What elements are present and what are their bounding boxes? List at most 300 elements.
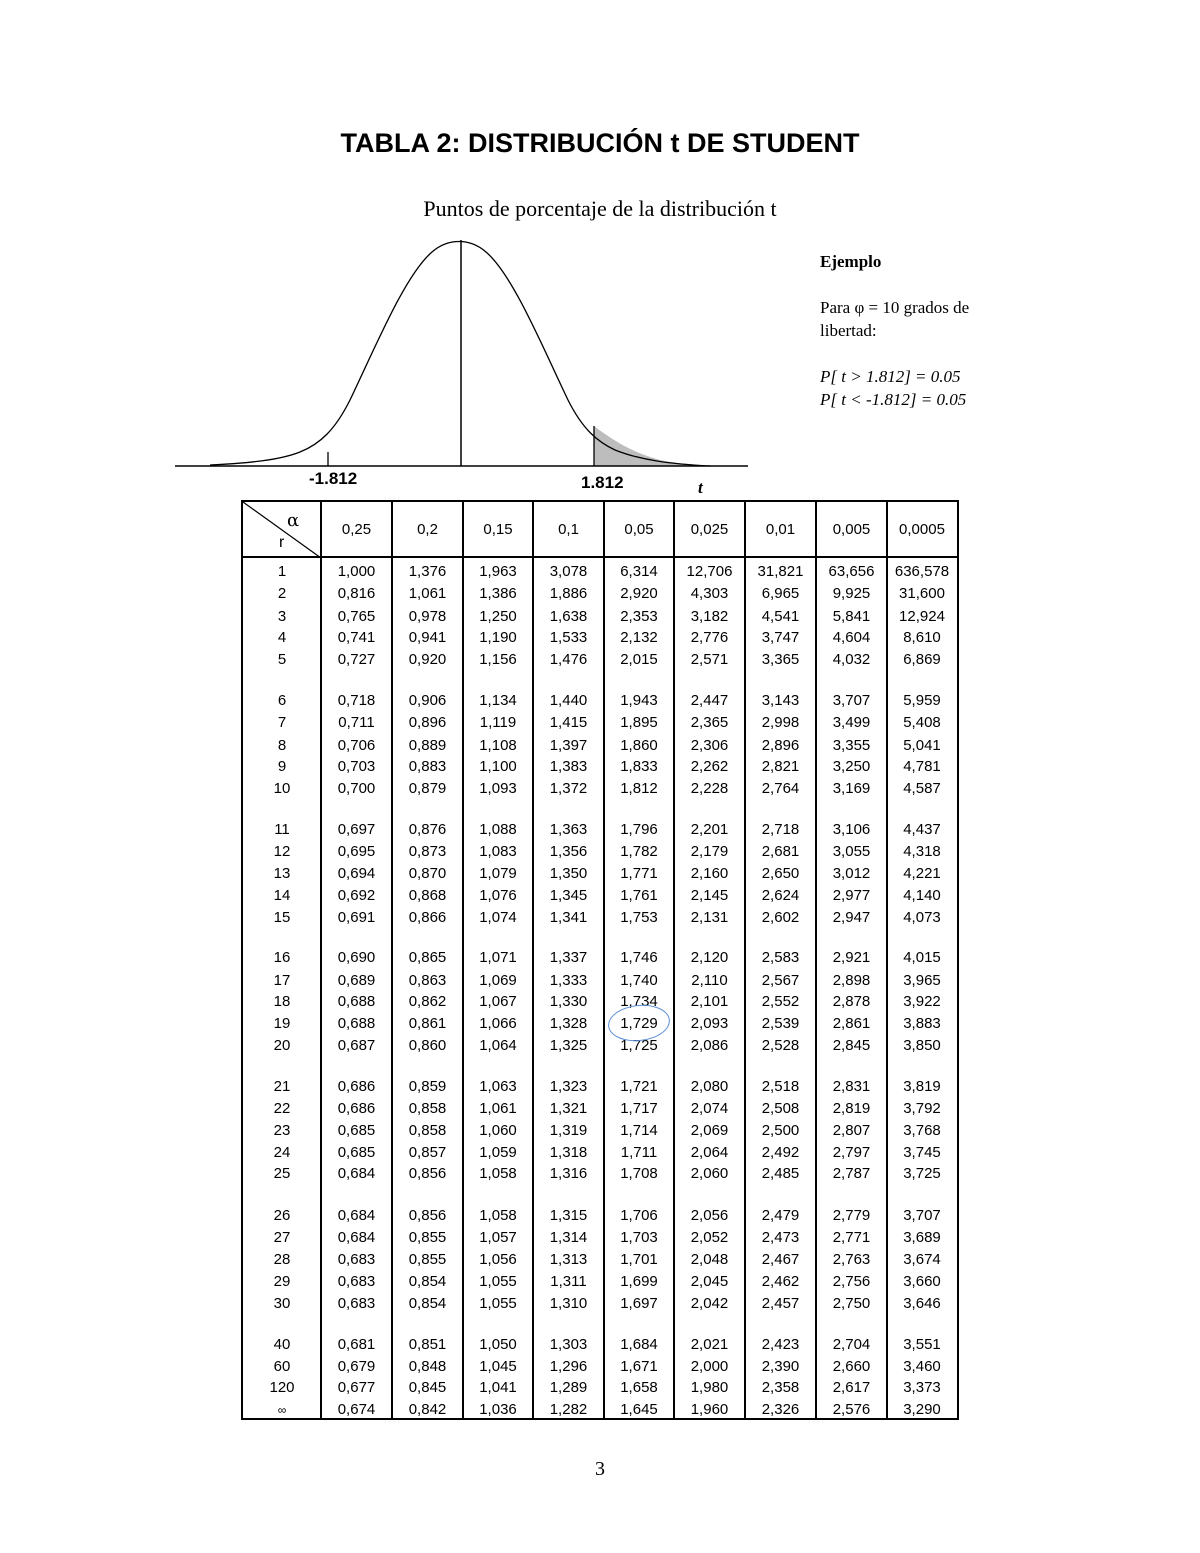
table-cell: 2,069 xyxy=(690,1122,729,1139)
table-cell: 1,289 xyxy=(549,1379,588,1396)
degrees-of-freedom-cell: 3 xyxy=(277,608,287,625)
table-cell: 2,571 xyxy=(690,651,729,668)
table-cell: 2,681 xyxy=(761,843,800,860)
table-cell: 0,865 xyxy=(408,949,447,966)
table-cell: 1,058 xyxy=(479,1207,517,1224)
degrees-of-freedom-cell: ∞ xyxy=(277,1403,287,1417)
table-cell: 0,741 xyxy=(337,629,376,646)
table-cell: 0,692 xyxy=(337,887,376,904)
table-cell: 1,311 xyxy=(550,1273,587,1290)
table-cell: 2,771 xyxy=(832,1229,871,1246)
table-row xyxy=(243,627,957,649)
table-cell: 3,707 xyxy=(903,1207,941,1224)
table-cell: 2,262 xyxy=(690,758,729,775)
table-cell: 1,064 xyxy=(479,1037,517,1054)
table-cell: 1,314 xyxy=(549,1229,588,1246)
table-cell: 1,061 xyxy=(408,585,447,602)
table-cell: 2,060 xyxy=(690,1165,729,1182)
table-cell: 2,787 xyxy=(832,1165,871,1182)
table-cell: 1,376 xyxy=(408,563,447,580)
table-cell: 0,689 xyxy=(337,972,376,989)
table-cell: 2,306 xyxy=(690,737,729,754)
table-row xyxy=(243,1293,957,1315)
table-cell: 2,101 xyxy=(690,993,729,1010)
header-corner xyxy=(243,502,321,558)
table-cell: 2,528 xyxy=(761,1037,800,1054)
table-row xyxy=(243,561,957,583)
table-cell: 4,318 xyxy=(903,843,941,860)
degrees-of-freedom-cell: 13 xyxy=(273,865,291,882)
table-cell: 4,015 xyxy=(903,949,941,966)
table-cell: 2,423 xyxy=(761,1336,800,1353)
table-cell: 0,679 xyxy=(337,1358,376,1375)
table-cell: 2,042 xyxy=(690,1295,729,1312)
table-cell: 1,341 xyxy=(549,909,588,926)
table-cell: 3,745 xyxy=(903,1144,941,1161)
degrees-of-freedom-cell: 4 xyxy=(277,629,287,646)
table-cell: 2,064 xyxy=(690,1144,729,1161)
degrees-of-freedom-cell: 1 xyxy=(277,563,287,580)
table-cell: 0,861 xyxy=(408,1015,447,1032)
table-cell: 2,797 xyxy=(832,1144,871,1161)
table-cell: 1,337 xyxy=(549,949,588,966)
table-cell: 636,578 xyxy=(894,563,950,580)
table-cell: 4,604 xyxy=(832,629,871,646)
column-header: 0,01 xyxy=(765,521,796,538)
table-cell: 1,746 xyxy=(620,949,658,966)
table-cell: 1,328 xyxy=(549,1015,588,1032)
table-cell: 2,821 xyxy=(761,758,800,775)
table-cell: 1,771 xyxy=(620,865,658,882)
table-cell: 12,924 xyxy=(899,608,945,625)
alpha-symbol: α xyxy=(287,510,300,531)
table-cell: 2,539 xyxy=(761,1015,800,1032)
table-cell: 3,078 xyxy=(549,563,588,580)
table-cell: 1,310 xyxy=(549,1295,588,1312)
table-cell: 2,179 xyxy=(690,843,729,860)
table-cell: 3,660 xyxy=(903,1273,941,1290)
table-cell: 2,508 xyxy=(761,1100,800,1117)
table-cell: 1,363 xyxy=(549,821,588,838)
table-cell: 1,711 xyxy=(620,1144,658,1161)
table-cell: 3,965 xyxy=(903,972,941,989)
table-cell: 2,485 xyxy=(761,1165,800,1182)
table-cell: 2,110 xyxy=(691,972,728,989)
table-cell: 1,313 xyxy=(549,1251,588,1268)
table-cell: 2,921 xyxy=(832,949,871,966)
table-cell: 2,624 xyxy=(761,887,800,904)
table-cell: 0,688 xyxy=(337,993,376,1010)
table-cell: 1,386 xyxy=(479,585,517,602)
table-cell: 0,941 xyxy=(408,629,447,646)
table-row xyxy=(243,712,957,734)
table-cell: 2,365 xyxy=(690,714,729,731)
table-cell: 1,119 xyxy=(479,714,517,731)
table-cell: 0,854 xyxy=(408,1273,447,1290)
table-cell: 3,819 xyxy=(903,1078,941,1095)
table-cell: 0,860 xyxy=(408,1037,447,1054)
table-cell: 3,290 xyxy=(903,1401,941,1418)
table-cell: 1,415 xyxy=(549,714,588,731)
table-cell: 1,699 xyxy=(620,1273,658,1290)
table-cell: 0,873 xyxy=(408,843,447,860)
table-cell: 2,353 xyxy=(620,608,658,625)
degrees-of-freedom-cell: 20 xyxy=(273,1037,291,1054)
table-cell: 3,499 xyxy=(832,714,871,731)
axis-variable-label: t xyxy=(698,478,703,497)
table-cell: 1,943 xyxy=(620,692,658,709)
table-cell: 1,303 xyxy=(549,1336,588,1353)
table-cell: 1,069 xyxy=(479,972,517,989)
table-cell: 1,345 xyxy=(549,887,588,904)
column-header: 0,2 xyxy=(417,521,438,538)
table-cell: 1,325 xyxy=(549,1037,588,1054)
table-cell: 0,691 xyxy=(337,909,376,926)
table-cell: 3,250 xyxy=(832,758,871,775)
table-cell: 31,821 xyxy=(757,563,804,580)
right-critical-label: 1.812 xyxy=(581,473,624,492)
t-table xyxy=(241,500,959,1420)
table-cell: 3,106 xyxy=(832,821,871,838)
table-cell: 2,764 xyxy=(761,780,800,797)
example-paragraph: Para φ = 10 grados de libertad: xyxy=(820,298,970,340)
table-cell: 1,725 xyxy=(620,1037,658,1054)
table-cell: 0,855 xyxy=(408,1251,447,1268)
table-cell: 0,683 xyxy=(337,1273,376,1290)
table-cell: 1,067 xyxy=(479,993,517,1010)
table-cell: 1,734 xyxy=(620,993,658,1010)
table-cell: 3,055 xyxy=(832,843,871,860)
table-cell: 0,711 xyxy=(338,714,375,731)
table-cell: 1,721 xyxy=(620,1078,658,1095)
table-cell: 1,895 xyxy=(620,714,658,731)
table-cell: 0,686 xyxy=(337,1078,376,1095)
t-distribution-curve xyxy=(170,230,750,475)
table-row xyxy=(243,1334,957,1356)
example-heading: Ejemplo xyxy=(820,252,882,271)
table-cell: 0,859 xyxy=(408,1078,447,1095)
table-cell: 2,920 xyxy=(620,585,658,602)
table-cell: 0,920 xyxy=(408,651,447,668)
table-cell: 2,086 xyxy=(690,1037,729,1054)
table-cell: 1,356 xyxy=(549,843,588,860)
table-cell: 4,073 xyxy=(903,909,941,926)
table-row xyxy=(243,1035,957,1057)
table-row xyxy=(243,1271,957,1293)
table-cell: 2,750 xyxy=(832,1295,871,1312)
table-cell: 0,718 xyxy=(337,692,376,709)
column-header: 0,0005 xyxy=(899,521,945,538)
table-cell: 1,440 xyxy=(549,692,588,709)
table-cell: 1,079 xyxy=(479,865,517,882)
table-cell: 1,250 xyxy=(479,608,517,625)
table-cell: 2,052 xyxy=(690,1229,729,1246)
degrees-of-freedom-cell: 16 xyxy=(273,949,291,966)
table-cell: 2,704 xyxy=(832,1336,871,1353)
degrees-of-freedom-cell: 15 xyxy=(273,909,291,926)
table-row xyxy=(243,778,957,800)
table-cell: 0,690 xyxy=(337,949,376,966)
table-cell: 2,617 xyxy=(832,1379,871,1396)
page-title: TABLA 2: DISTRIBUCIÓN t DE STUDENT xyxy=(340,128,860,158)
table-cell: 1,697 xyxy=(620,1295,658,1312)
table-row xyxy=(243,885,957,907)
table-cell: 1,761 xyxy=(620,887,658,904)
table-cell: 2,021 xyxy=(690,1336,729,1353)
table-cell: 0,687 xyxy=(337,1037,376,1054)
table-cell: 2,015 xyxy=(620,651,658,668)
table-cell: 1,061 xyxy=(479,1100,517,1117)
table-cell: 1,041 xyxy=(479,1379,517,1396)
left-critical-label: -1.812 xyxy=(309,469,358,488)
r-symbol: r xyxy=(279,534,285,551)
table-cell: 2,898 xyxy=(832,972,871,989)
example-formula-2: P[ t < -1.812] = 0.05 xyxy=(820,390,967,409)
degrees-of-freedom-cell: 12 xyxy=(273,843,291,860)
table-cell: 1,684 xyxy=(620,1336,658,1353)
table-cell: 1,753 xyxy=(620,909,658,926)
table-cell: 1,701 xyxy=(620,1251,658,1268)
degrees-of-freedom-cell: 17 xyxy=(273,972,291,989)
table-cell: 2,228 xyxy=(690,780,729,797)
table-cell: 1,886 xyxy=(549,585,588,602)
table-cell: 2,878 xyxy=(832,993,871,1010)
table-cell: 0,694 xyxy=(337,865,376,882)
table-cell: 2,763 xyxy=(832,1251,871,1268)
table-cell: 3,674 xyxy=(903,1251,941,1268)
density-curve xyxy=(210,242,710,467)
table-cell: 9,925 xyxy=(832,585,871,602)
table-cell: 1,860 xyxy=(620,737,658,754)
table-cell: 2,080 xyxy=(690,1078,729,1095)
degrees-of-freedom-cell: 29 xyxy=(273,1273,291,1290)
table-cell: 1,383 xyxy=(549,758,588,775)
table-cell: 1,833 xyxy=(620,758,658,775)
table-cell: 1,056 xyxy=(479,1251,517,1268)
table-cell: 8,610 xyxy=(903,629,941,646)
table-row xyxy=(243,1076,957,1098)
degrees-of-freedom-cell: 60 xyxy=(273,1358,291,1375)
table-cell: 0,684 xyxy=(337,1165,376,1182)
table-cell: 0,816 xyxy=(337,585,376,602)
table-cell: 2,977 xyxy=(832,887,871,904)
table-cell: 3,883 xyxy=(903,1015,941,1032)
table-cell: 3,169 xyxy=(832,780,871,797)
table-cell: 2,500 xyxy=(761,1122,800,1139)
table-cell: 0,727 xyxy=(337,651,376,668)
table-cell: 2,358 xyxy=(761,1379,800,1396)
table-cell: 1,321 xyxy=(549,1100,588,1117)
table-cell: 1,066 xyxy=(479,1015,517,1032)
table-cell: 1,315 xyxy=(549,1207,588,1224)
table-cell: 2,776 xyxy=(690,629,729,646)
table-cell: 1,671 xyxy=(620,1358,658,1375)
table-cell: 4,221 xyxy=(903,865,941,882)
table-cell: 2,998 xyxy=(761,714,800,731)
degrees-of-freedom-cell: 10 xyxy=(273,780,291,797)
table-cell: 0,866 xyxy=(408,909,447,926)
table-cell: 2,518 xyxy=(761,1078,800,1095)
table-cell: 0,863 xyxy=(408,972,447,989)
table-cell: 1,100 xyxy=(479,758,517,775)
table-cell: 1,960 xyxy=(690,1401,729,1418)
table-cell: 2,056 xyxy=(690,1207,729,1224)
table-cell: 1,058 xyxy=(479,1165,517,1182)
table-cell: 0,848 xyxy=(408,1358,447,1375)
table-cell: 1,740 xyxy=(620,972,658,989)
table-cell: 1,708 xyxy=(620,1165,658,1182)
table-cell: 3,792 xyxy=(903,1100,941,1117)
table-cell: 0,862 xyxy=(408,993,447,1010)
table-cell: 0,896 xyxy=(408,714,447,731)
table-cell: 2,831 xyxy=(832,1078,871,1095)
table-cell: 0,870 xyxy=(408,865,447,882)
column-header: 0,005 xyxy=(832,521,871,538)
table-cell: 1,703 xyxy=(620,1229,658,1246)
table-cell: 0,688 xyxy=(337,1015,376,1032)
degrees-of-freedom-cell: 25 xyxy=(273,1165,291,1182)
table-row xyxy=(243,1249,957,1271)
table-cell: 4,587 xyxy=(903,780,941,797)
table-cell: 1,156 xyxy=(479,651,517,668)
table-cell: 2,473 xyxy=(761,1229,800,1246)
table-row xyxy=(243,1120,957,1142)
table-row xyxy=(243,1356,957,1378)
table-cell: 6,869 xyxy=(903,651,941,668)
table-cell: 1,323 xyxy=(549,1078,588,1095)
degrees-of-freedom-cell: 120 xyxy=(269,1379,295,1396)
table-cell: 3,725 xyxy=(903,1165,941,1182)
table-cell: 3,689 xyxy=(903,1229,941,1246)
table-cell: 1,063 xyxy=(479,1078,517,1095)
column-header: 0,05 xyxy=(624,521,654,538)
table-cell: 1,372 xyxy=(549,780,588,797)
table-cell: 4,781 xyxy=(903,758,941,775)
table-row xyxy=(243,735,957,757)
degrees-of-freedom-cell: 28 xyxy=(273,1251,291,1268)
table-cell: 1,717 xyxy=(620,1100,658,1117)
table-cell: 3,182 xyxy=(690,608,729,625)
table-cell: 2,845 xyxy=(832,1037,871,1054)
table-cell: 0,695 xyxy=(337,843,376,860)
table-cell: 4,032 xyxy=(832,651,871,668)
table-cell: 0,765 xyxy=(337,608,376,625)
table-cell: 1,282 xyxy=(549,1401,588,1418)
table-cell: 1,071 xyxy=(479,949,517,966)
table-cell: 0,842 xyxy=(408,1401,447,1418)
table-cell: 1,190 xyxy=(479,629,517,646)
table-row xyxy=(243,756,957,778)
table-cell: 2,145 xyxy=(690,887,729,904)
table-cell: 2,457 xyxy=(761,1295,800,1312)
example-formula-1: P[ t > 1.812] = 0.05 xyxy=(820,367,961,386)
table-cell: 0,703 xyxy=(337,758,376,775)
table-cell: 1,330 xyxy=(549,993,588,1010)
table-row xyxy=(243,1163,957,1185)
table-cell: 2,756 xyxy=(832,1273,871,1290)
table-row xyxy=(243,1098,957,1120)
table-cell: 2,819 xyxy=(832,1100,871,1117)
table-cell: 1,963 xyxy=(479,563,517,580)
table-cell: 63,656 xyxy=(828,563,875,580)
table-cell: 2,132 xyxy=(620,629,658,646)
table-cell: 0,700 xyxy=(337,780,376,797)
table-cell: 4,140 xyxy=(903,887,941,904)
table-cell: 3,373 xyxy=(903,1379,941,1396)
table-row xyxy=(243,649,957,671)
table-cell: 1,076 xyxy=(479,887,517,904)
table-cell: 0,906 xyxy=(408,692,447,709)
table-cell: 0,876 xyxy=(408,821,447,838)
table-cell: 0,868 xyxy=(408,887,447,904)
table-cell: 3,850 xyxy=(903,1037,941,1054)
table-cell: 5,959 xyxy=(903,692,941,709)
table-cell: 0,706 xyxy=(337,737,376,754)
table-cell: 12,706 xyxy=(686,563,733,580)
table-cell: 2,160 xyxy=(690,865,729,882)
table-cell: 1,055 xyxy=(479,1295,517,1312)
table-cell: 1,533 xyxy=(549,629,588,646)
table-row xyxy=(243,819,957,841)
table-row xyxy=(243,991,957,1013)
table-cell: 2,390 xyxy=(761,1358,800,1375)
degrees-of-freedom-cell: 11 xyxy=(274,821,290,838)
table-cell: 1,333 xyxy=(549,972,588,989)
table-cell: 4,437 xyxy=(903,821,941,838)
table-cell: 2,583 xyxy=(761,949,800,966)
table-cell: 0,684 xyxy=(337,1207,376,1224)
table-cell: 3,646 xyxy=(903,1295,941,1312)
table-cell: 1,318 xyxy=(549,1144,588,1161)
table-cell: 6,965 xyxy=(761,585,800,602)
degrees-of-freedom-cell: 30 xyxy=(273,1295,291,1312)
table-row xyxy=(243,1142,957,1164)
table-cell: 1,397 xyxy=(549,737,588,754)
table-cell: 4,303 xyxy=(690,585,729,602)
table-cell: 1,638 xyxy=(549,608,588,625)
degrees-of-freedom-cell: 26 xyxy=(273,1207,291,1224)
table-row xyxy=(243,606,957,628)
table-cell: 2,779 xyxy=(832,1207,871,1224)
table-cell: 1,057 xyxy=(479,1229,517,1246)
degrees-of-freedom-cell: 2 xyxy=(277,585,287,602)
table-cell: 1,980 xyxy=(690,1379,729,1396)
degrees-of-freedom-cell: 23 xyxy=(273,1122,291,1139)
degrees-of-freedom-cell: 27 xyxy=(273,1229,291,1246)
table-cell: 6,314 xyxy=(620,563,658,580)
table-cell: 3,460 xyxy=(903,1358,941,1375)
table-cell: 2,093 xyxy=(690,1015,729,1032)
table-cell: 0,685 xyxy=(337,1144,376,1161)
table-row xyxy=(243,690,957,712)
table-cell: 0,677 xyxy=(337,1379,376,1396)
table-cell: 0,879 xyxy=(408,780,447,797)
table-cell: 2,048 xyxy=(690,1251,729,1268)
table-cell: 1,093 xyxy=(479,780,517,797)
table-cell: 1,706 xyxy=(620,1207,658,1224)
table-cell: 3,922 xyxy=(903,993,941,1010)
degrees-of-freedom-cell: 14 xyxy=(273,887,291,904)
table-cell: 1,658 xyxy=(620,1379,658,1396)
table-cell: 1,316 xyxy=(549,1165,588,1182)
table-cell: 2,896 xyxy=(761,737,800,754)
table-cell: 0,845 xyxy=(408,1379,447,1396)
table-cell: 0,854 xyxy=(408,1295,447,1312)
table-cell: 3,768 xyxy=(903,1122,941,1139)
table-cell: 3,747 xyxy=(761,629,800,646)
table-cell: 1,782 xyxy=(620,843,658,860)
degrees-of-freedom-cell: 24 xyxy=(273,1144,291,1161)
